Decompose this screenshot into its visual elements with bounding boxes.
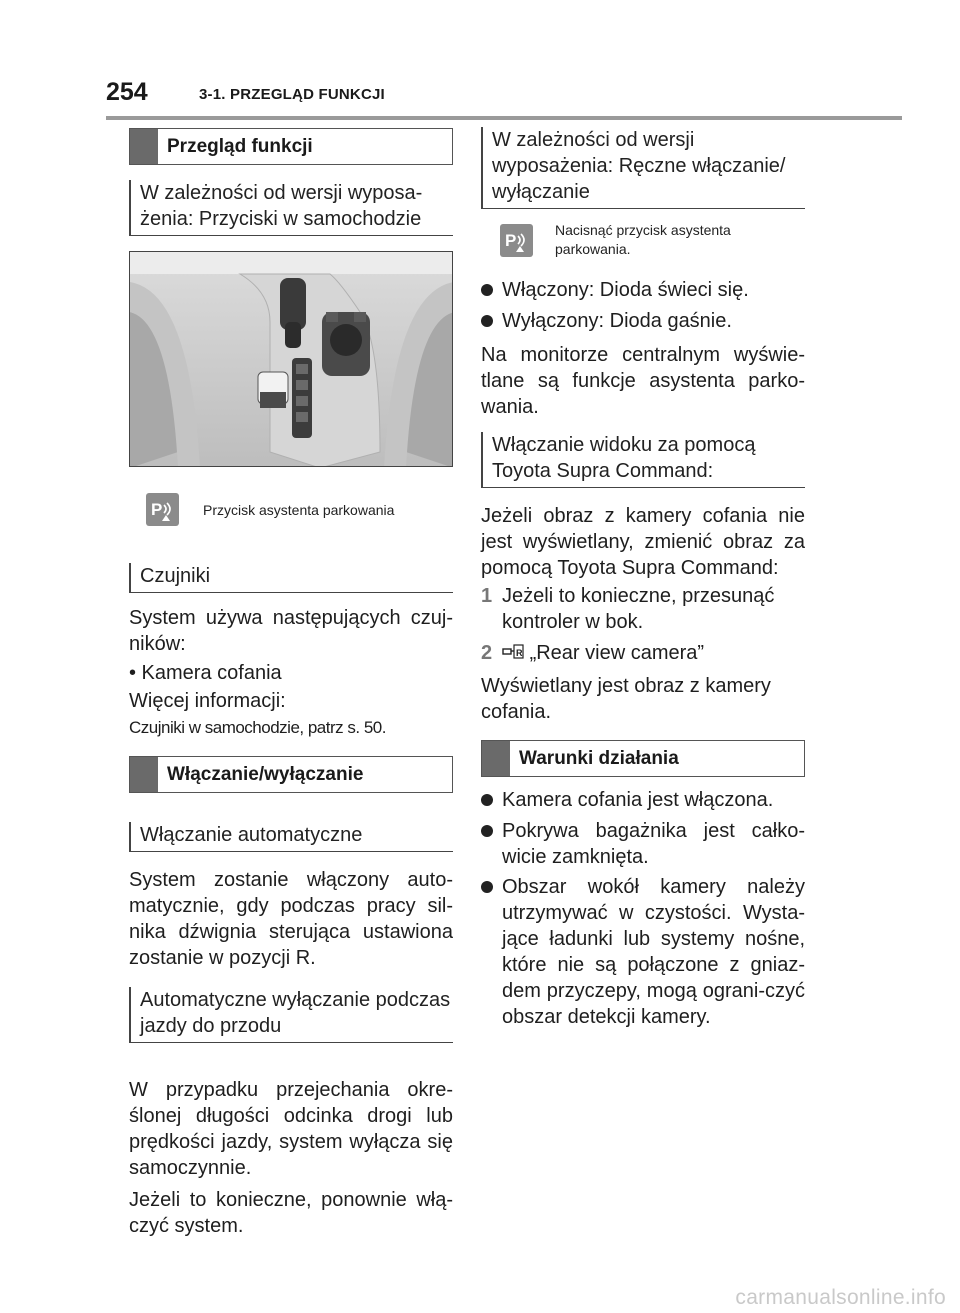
parking-assistant-button-icon bbox=[146, 493, 179, 526]
bullet-icon bbox=[481, 284, 493, 296]
subheading-auto-on: Włączanie automatyczne bbox=[129, 822, 453, 852]
chapter-title: 3-1. PRZEGLĄD FUNKCJI bbox=[199, 86, 385, 103]
more-info-label: Więcej informacji: bbox=[129, 690, 286, 712]
step-number: 2 bbox=[481, 642, 493, 664]
button-caption: Przycisk asystenta parkowania bbox=[203, 502, 395, 518]
step-1: 1 Jeżeli to konieczne, przesunąć kontroler w bok. bbox=[481, 585, 775, 633]
section-tab bbox=[482, 741, 510, 776]
more-info-reference: Czujniki w samochodzie, patrz s. 50. bbox=[129, 718, 386, 737]
console-photo bbox=[129, 251, 453, 467]
section-tab bbox=[130, 129, 158, 164]
bullet-icon bbox=[481, 794, 493, 806]
step-2: 2 R „Rear view camera” bbox=[481, 642, 705, 664]
auto-on-paragraph: System zostanie włączony auto-matycznie, gdy podczas pracy sil-nika dźwignia sterująca ustawiona zostanie w pozycji R. bbox=[129, 869, 453, 969]
bullet-icon bbox=[481, 315, 493, 327]
watermark: carmanualsonline.info bbox=[735, 1286, 946, 1309]
bullet-icon bbox=[481, 881, 493, 893]
section-heading-conditions bbox=[481, 740, 805, 777]
section-heading-on-off bbox=[129, 756, 453, 793]
reenable-paragraph: Jeżeli to konieczne, ponownie włą-czyć system. bbox=[129, 1189, 453, 1237]
section-heading-overview bbox=[129, 128, 453, 165]
led-on-item: Włączony: Dioda świeci się. bbox=[481, 277, 805, 303]
auto-off-paragraph: W przypadku przejechania okre-ślonej długości odcinka drogi lub prędkości jazdy, system wyłącza się samoczynnie. bbox=[129, 1079, 453, 1179]
svg-text:P: P bbox=[151, 500, 163, 519]
subheading-manual: W zależności od wersji wyposażenia: Ręczne włączanie/ wyłączanie bbox=[481, 127, 805, 209]
condition-item: Pokrywa bagażnika jest całko-wicie zamknięta. bbox=[481, 818, 805, 870]
header-rule bbox=[106, 116, 902, 120]
condition-item: Obszar wokół kamery należy utrzymywać w czystości. Wysta-jące ładunki lub systemy nośne, które nie są połączone z gniaz-dem przyczepy, mogą ograni-czyć obszar detekcji kamery. bbox=[481, 874, 805, 1030]
svg-text:P: P bbox=[505, 231, 517, 250]
rear-camera-icon bbox=[502, 642, 524, 662]
subheading-sensors: Czujniki bbox=[129, 563, 453, 593]
section-heading-text: Przegląd funkcji bbox=[167, 135, 313, 157]
bullet-icon bbox=[481, 825, 493, 837]
section-tab bbox=[130, 757, 158, 792]
condition-item: Kamera cofania jest włączona. bbox=[481, 787, 805, 813]
section-heading-text: Warunki działania bbox=[519, 747, 679, 769]
press-button-caption: Nacisnąć przycisk asystenta parkowania. bbox=[555, 222, 731, 257]
parking-assistant-button-icon bbox=[500, 224, 533, 257]
step-number: 1 bbox=[481, 585, 493, 607]
sensors-paragraph: System używa następujących czuj-ników: bbox=[129, 607, 453, 655]
shown-paragraph: Wyświetlany jest obraz z kamery cofania. bbox=[481, 675, 771, 723]
sensors-list-item: • Kamera cofania bbox=[129, 662, 282, 684]
center-console-illustration bbox=[130, 252, 453, 467]
subheading-buttons: W zależności od wersji wyposa-żenia: Przyciski w samochodzie bbox=[129, 180, 453, 236]
command-paragraph: Jeżeli obraz z kamery cofania nie jest wyświetlany, zmienić obraz za pomocą Toyota Supra Command: bbox=[481, 505, 805, 579]
monitor-paragraph: Na monitorze centralnym wyświe-tlane są funkcje asystenta parko-wania. bbox=[481, 344, 805, 418]
subheading-command: Włączanie widoku za pomocą Toyota Supra Command: bbox=[481, 432, 805, 488]
subheading-auto-off: Automatyczne wyłączanie podczas jazdy do przodu bbox=[129, 987, 453, 1043]
section-heading-text: Włączanie/wyłączanie bbox=[167, 763, 364, 785]
page-number: 254 bbox=[106, 78, 148, 106]
svg-text:R: R bbox=[516, 648, 523, 658]
led-off-item: Wyłączony: Dioda gaśnie. bbox=[481, 308, 805, 334]
